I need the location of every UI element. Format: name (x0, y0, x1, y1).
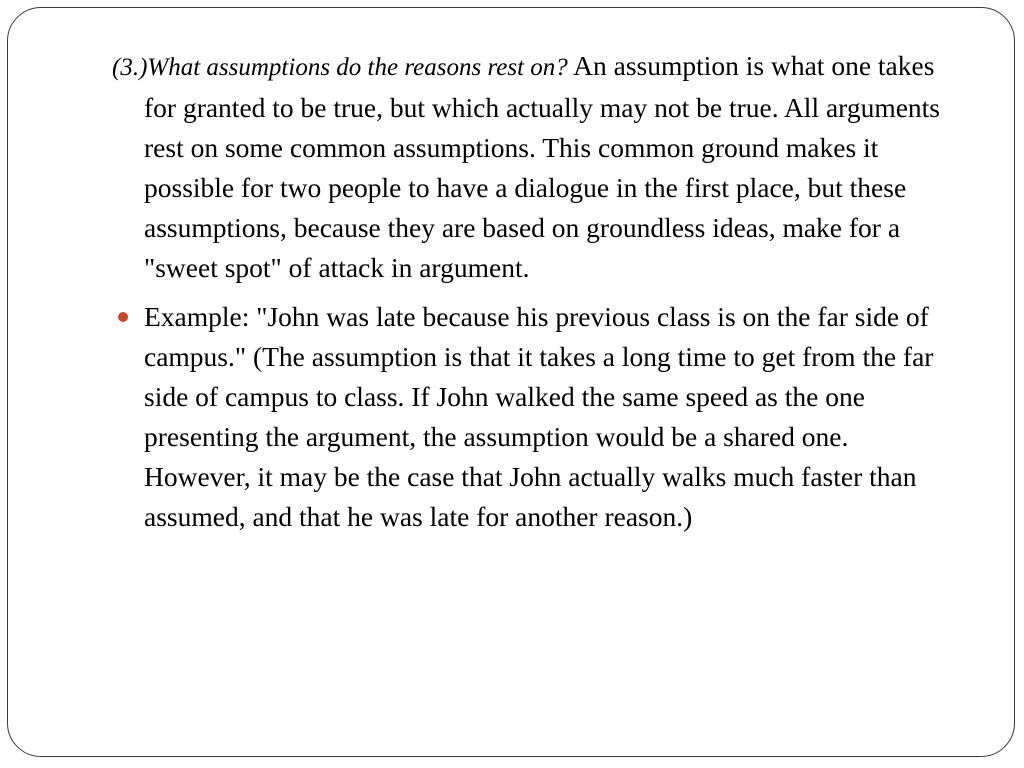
assumption-body: An assumption is what one takes for granted to be true, but which actually may not be true. All arguments rest on some common assumptions. This common ground makes it possible for two people to have a dialogue in the first place, but these assumptions, because they are based on groundless ideas, make for a "sweet spot" of attack in argument. (144, 50, 941, 283)
example-bullet (112, 297, 952, 537)
bullet-dot-icon (118, 312, 128, 322)
assumption-paragraph (112, 46, 952, 288)
example-text: Example: "John was late because his previous class is on the far side of campus." (The assumption is that it takes a long time to get from the far side of campus to class. If John walked the same speed as the one presenting the argument, the assumption would be a shared one. However, it may be the case that John actually walks much faster than assumed, and that he was late for another reason.) (144, 301, 934, 532)
slide-content (112, 46, 952, 537)
question-lead: (3.)What assumptions do the reasons rest on? (112, 54, 568, 81)
